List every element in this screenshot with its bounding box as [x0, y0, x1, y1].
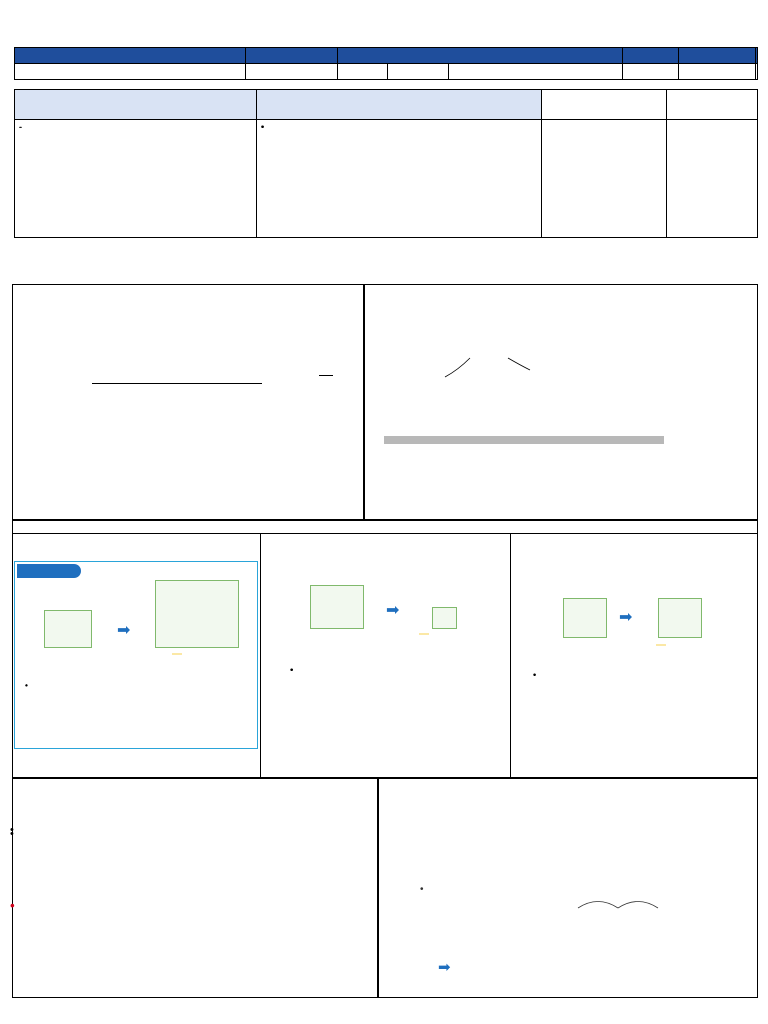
- month-value: [388, 64, 449, 80]
- example-unit-stack: [420, 908, 750, 920]
- area-value: [246, 64, 338, 80]
- sistema-bullets: [10, 824, 372, 828]
- escala-grafica: [369, 401, 754, 415]
- clases-divider: [12, 533, 758, 534]
- unit-stack: [390, 818, 730, 834]
- tiempo-value: [755, 64, 757, 80]
- definitions-box: [12, 284, 364, 520]
- competencies-table: [14, 89, 758, 238]
- instrument-cell: [667, 120, 758, 238]
- times-labels: [385, 794, 755, 806]
- recuerda-badge: [17, 564, 81, 578]
- col-grado: [622, 48, 678, 64]
- ejemplo-instruction: •: [420, 884, 430, 895]
- objeto-real-box: [44, 610, 92, 648]
- arrow-right-icon: ➡: [386, 602, 400, 619]
- formula2-numerator: [319, 375, 333, 376]
- escala-1-2-label: [419, 633, 429, 635]
- escala-numerica: [369, 303, 754, 317]
- comp-header: [15, 90, 257, 120]
- criteria-header: [257, 90, 542, 120]
- dibujo-box-small: [432, 607, 457, 629]
- col-fecha: [338, 48, 623, 64]
- objeto-real-box: [563, 598, 607, 638]
- example-arcs: [560, 895, 670, 909]
- graphic-scale-ticks: [380, 444, 690, 458]
- secc-value: [678, 64, 755, 80]
- grado-value: [622, 64, 678, 80]
- div-labels: [385, 843, 755, 855]
- session-header-table: [14, 47, 758, 80]
- escala-1-1-label: [656, 644, 666, 646]
- arrow-right-icon: ➡: [117, 622, 131, 639]
- arrow-to-real: [508, 358, 530, 370]
- ratio-arrows-diagram: [380, 355, 620, 385]
- arrow-to-dibujo: [445, 358, 470, 377]
- instrument-header: [667, 90, 758, 120]
- objeto-real-box: [310, 585, 364, 629]
- year-value: [449, 64, 623, 80]
- sistema-box: [12, 778, 378, 998]
- dibujo-box: [155, 580, 239, 648]
- day-value: [338, 64, 388, 80]
- natural-relation: [536, 549, 758, 560]
- dibujo-box: [658, 598, 702, 638]
- escala-2-1-label: [172, 653, 182, 655]
- example-result: [438, 958, 457, 976]
- reduccion-relation: [285, 549, 510, 563]
- col-area: [246, 48, 338, 64]
- col-docente: [15, 48, 246, 64]
- arrow-right-icon: ➡: [619, 609, 633, 626]
- col-secc: [678, 48, 755, 64]
- formula-numerator: [92, 383, 262, 384]
- clases-col-divider-2: [510, 533, 511, 778]
- clases-col-divider-1: [260, 533, 261, 778]
- docente-value: [15, 64, 246, 80]
- col-tiempo: [755, 48, 757, 64]
- evidence-cell: [542, 120, 667, 238]
- arrow-right-icon: ➡: [438, 959, 451, 976]
- criteria-cell: [257, 120, 542, 238]
- ampliacion-relation: [18, 547, 258, 559]
- evidence-header: [542, 90, 667, 120]
- competences-cell: [15, 120, 257, 238]
- graphic-scale-bar: [384, 436, 664, 444]
